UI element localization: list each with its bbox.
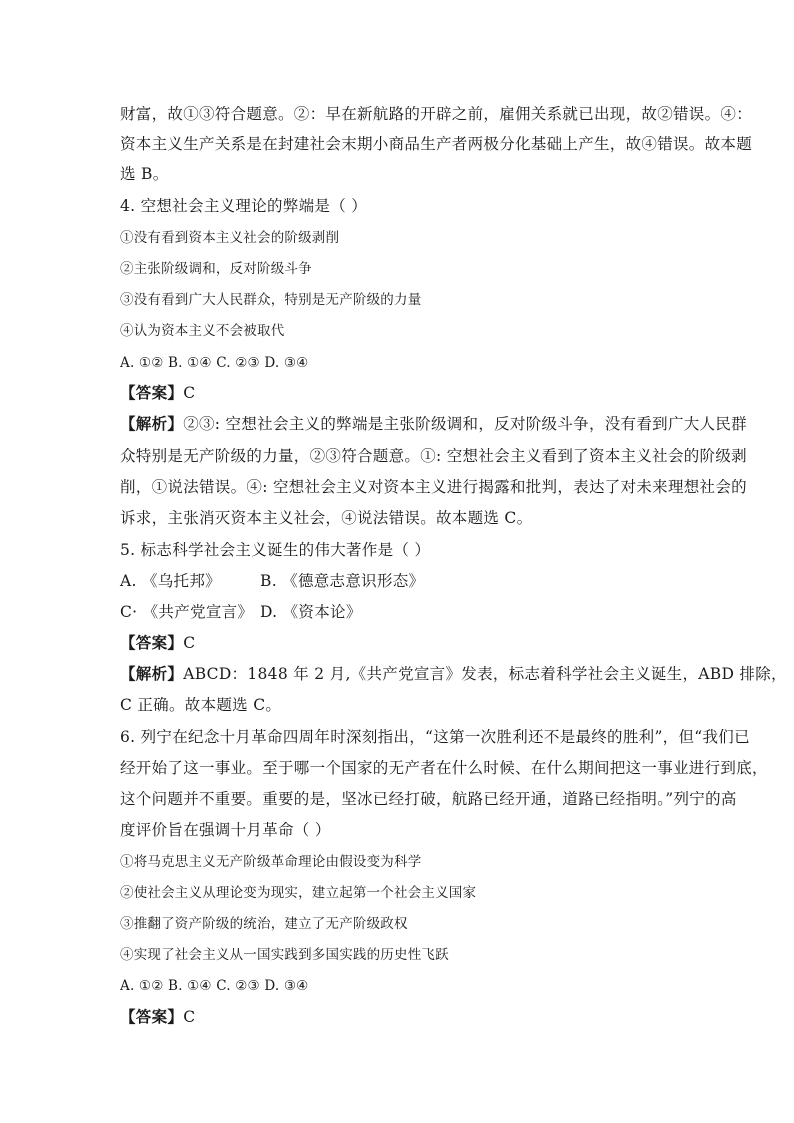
q6-answer bbox=[120, 1007, 684, 1027]
q6-choices: A. ①② B. ①④ C. ②③ D. ③④ bbox=[120, 978, 309, 994]
analysis-text: ABCD：1848 年 2 月,《共产党宣言》发表，标志着科学社会主义诞生，ABD 排除， bbox=[183, 665, 787, 683]
answer-label: 【答案】 bbox=[120, 1007, 184, 1026]
question-4: 4. 空想社会主义理论的弊端是（ ） bbox=[120, 197, 368, 215]
q6-option-3: ③推翻了资产阶级的统治，建立了无产阶级政权 bbox=[120, 916, 408, 932]
q4-analysis bbox=[120, 414, 747, 434]
q4-option-4: ④认为资本主义不会被取代 bbox=[120, 323, 285, 339]
question-6: 6. 列宁在纪念十月革命四周年时深刻指出，“这第一次胜利还不是最终的胜利”，但“我们已 bbox=[120, 728, 750, 746]
q4-option-2: ②主张阶级调和，反对阶级斗争 bbox=[120, 261, 312, 277]
analysis-label: 【解析】 bbox=[120, 414, 184, 433]
answer-label: 【答案】 bbox=[120, 383, 184, 402]
q5-answer bbox=[120, 633, 684, 653]
q4-answer bbox=[120, 383, 684, 403]
text-line: 经开始了这一事业。至于哪一个国家的无产者在什么时候、在什么期间把这一事业进行到底， bbox=[120, 759, 768, 777]
q6-option-2: ②使社会主义从理论变为现实，建立起第一个社会主义国家 bbox=[120, 885, 477, 901]
q4-option-3: ③没有看到广大人民群众，特别是无产阶级的力量 bbox=[120, 292, 422, 308]
text-line: 众特别是无产阶级的力量，②③符合题意。①: 空想社会主义看到了资本主义社会的阶级剥 bbox=[120, 447, 747, 465]
text-line: C 正确。故本题选 C。 bbox=[120, 696, 282, 714]
q5-analysis bbox=[120, 664, 787, 684]
text-line: 这个问题并不重要。重要的是，坚冰已经打破，航路已经开通，道路已经指明。”列宁的高 bbox=[120, 790, 737, 808]
analysis-label: 【解析】 bbox=[120, 664, 184, 683]
text-line: 选 B。 bbox=[120, 165, 169, 183]
text-line: 诉求，主张消灭资本主义社会，④说法错误。故本题选 C。 bbox=[120, 509, 533, 527]
q5-option-a: A. 《乌托邦》 bbox=[120, 572, 221, 590]
q5-choices-row-1 bbox=[120, 571, 684, 591]
q4-option-1: ①没有看到资本主义社会的阶级剥削 bbox=[120, 230, 340, 246]
text-line: 财富，故①③符合题意。②：早在新航路的开辟之前，雇佣关系就已出现，故②错误。④： bbox=[120, 105, 753, 123]
answer-label: 【答案】 bbox=[120, 633, 184, 652]
analysis-text: ②③: 空想社会主义的弊端是主张阶级调和，反对阶级斗争，没有看到广大人民群 bbox=[183, 415, 747, 433]
q5-option-b: B. 《德意志意识形态》 bbox=[260, 572, 425, 590]
answer-value: C bbox=[183, 634, 196, 652]
q6-option-4: ④实现了社会主义从一国实践到多国实践的历史性飞跃 bbox=[120, 947, 449, 963]
q5-option-c: C· 《共产党宣言》 bbox=[120, 603, 254, 621]
text-line: 削，①说法错误。④: 空想社会主义对资本主义进行揭露和批判，表达了对未来理想社会的 bbox=[120, 478, 747, 496]
text-line: 资本主义生产关系是在封建社会末期小商品生产者两极分化基础上产生，故④错误。故本题 bbox=[120, 135, 753, 153]
q5-choices-row-2 bbox=[120, 602, 684, 622]
text-line: 度评价旨在强调十月革命（ ） bbox=[120, 821, 331, 839]
question-5: 5. 标志科学社会主义诞生的伟大著作是（ ） bbox=[120, 541, 431, 559]
q4-choices: A. ①② B. ①④ C. ②③ D. ③④ bbox=[120, 355, 309, 371]
answer-value: C bbox=[183, 1008, 196, 1026]
answer-value: C bbox=[183, 384, 196, 402]
q5-option-d: D. 《资本论》 bbox=[260, 603, 362, 621]
q6-option-1: ①将马克思主义无产阶级革命理论由假设变为科学 bbox=[120, 854, 422, 870]
